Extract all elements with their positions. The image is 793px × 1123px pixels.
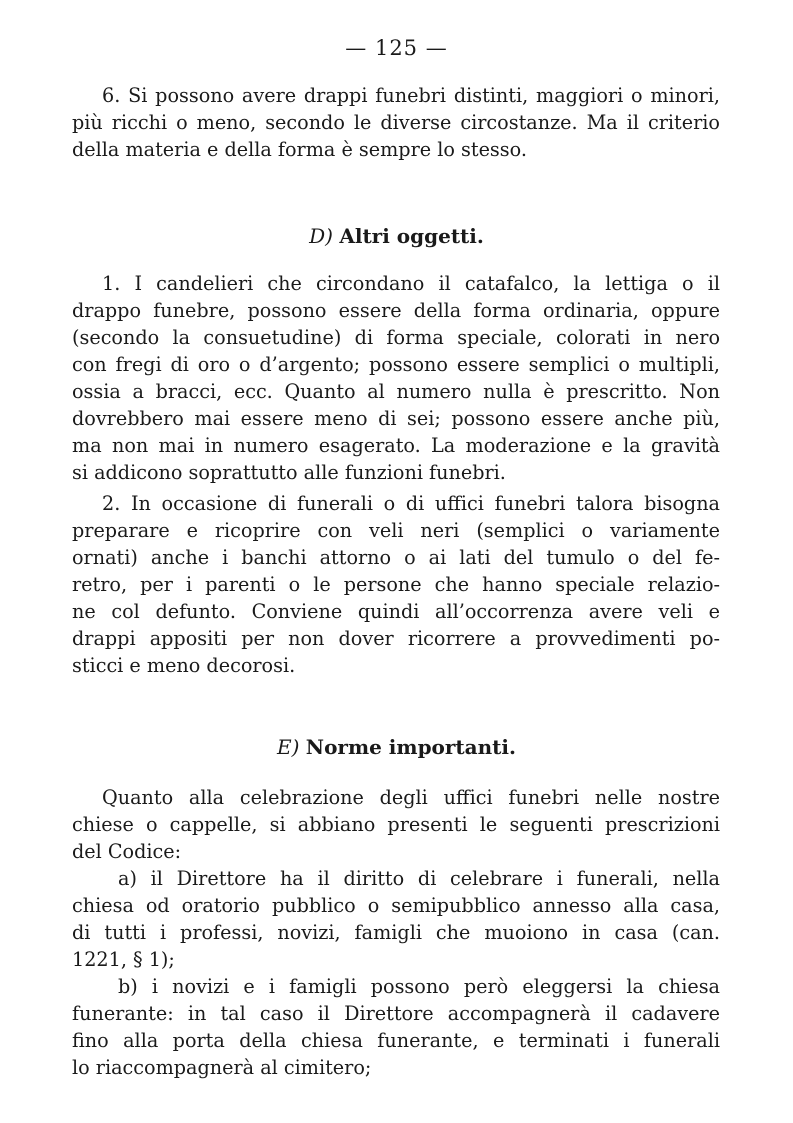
text-line: ornati) anche i banchi attorno o ai lati del tumulo o del fe- [72,546,720,569]
text-line: chiesa od oratorio pubblico o semipubblico annesso alla casa, [72,894,720,917]
text-line: 1. I candelieri che circondano il catafalco, la lettiga o il [102,272,720,295]
text-line: fino alla porta della chiesa funerante, e terminati i funerali [72,1029,720,1052]
text-line: drappi appositi per non dover ricorrere a provvedimenti po- [72,627,720,650]
text-line: con fregi di oro o d’argento; possono essere semplici o multipli, [72,353,720,376]
text-line: si addicono soprattutto alle funzioni funebri. [72,461,506,484]
page-number: — 125 — [345,36,448,60]
text-line: ne col defunto. Conviene quindi all’occorrenza avere veli e [72,600,720,623]
section-heading-d [0,224,793,248]
text-line: funerante: in tal caso il Direttore accompagnerà il cadavere [72,1002,720,1025]
text-line: ma non mai in numero esagerato. La moderazione e la gravità [72,434,720,457]
text-line: lo riaccompagnerà al cimitero; [72,1056,372,1079]
section-heading-e [0,735,793,759]
e-intro [72,784,720,865]
text-line: sticci e meno decorosi. [72,654,296,677]
text-line: 1221, § 1); [72,948,175,971]
text-line: ossia a bracci, ecc. Quanto al numero nulla è prescritto. Non [72,380,720,403]
section-letter: D) [309,224,333,248]
section-title: Norme importanti. [305,735,516,759]
text-line: 6. Si possono avere drappi funebri distinti, maggiori o minori, [102,84,720,107]
e-item-b [72,973,720,1081]
text-line: preparare e ricoprire con veli neri (semplici o variamente [72,519,720,542]
text-line: 2. In occasione di funerali o di uffici funebri talora bisogna [102,492,720,515]
text-line: a) il Direttore ha il diritto di celebrare i funerali, nella [118,867,720,890]
text-line: del Codice: [72,840,182,863]
text-line: più ricchi o meno, secondo le diverse circostanze. Ma il criterio [72,111,720,134]
text-line: retro, per i parenti o le persone che hanno speciale relazio- [72,573,720,596]
text-line: drappo funebre, possono essere della forma ordinaria, oppure [72,299,720,322]
d-item-1 [72,270,720,486]
text-line: di tutti i professi, novizi, famigli che muoiono in casa (can. [72,921,720,944]
section-title: Altri oggetti. [339,224,484,248]
text-line: dovrebbero mai essere meno di sei; possono essere anche più, [72,407,720,430]
d-item-2 [72,490,720,679]
section-letter: E) [277,735,300,759]
text-line: della materia e della forma è sempre lo stesso. [72,138,527,161]
e-item-a [72,865,720,973]
paragraph-6 [72,82,720,163]
text-line: b) i novizi e i famigli possono però eleggersi la chiesa [118,975,720,998]
text-line: Quanto alla celebrazione degli uffici funebri nelle nostre [102,786,720,809]
text-line: chiese o cappelle, si abbiano presenti le seguenti prescrizioni [72,813,720,836]
text-line: (secondo la consuetudine) di forma speciale, colorati in nero [72,326,720,349]
